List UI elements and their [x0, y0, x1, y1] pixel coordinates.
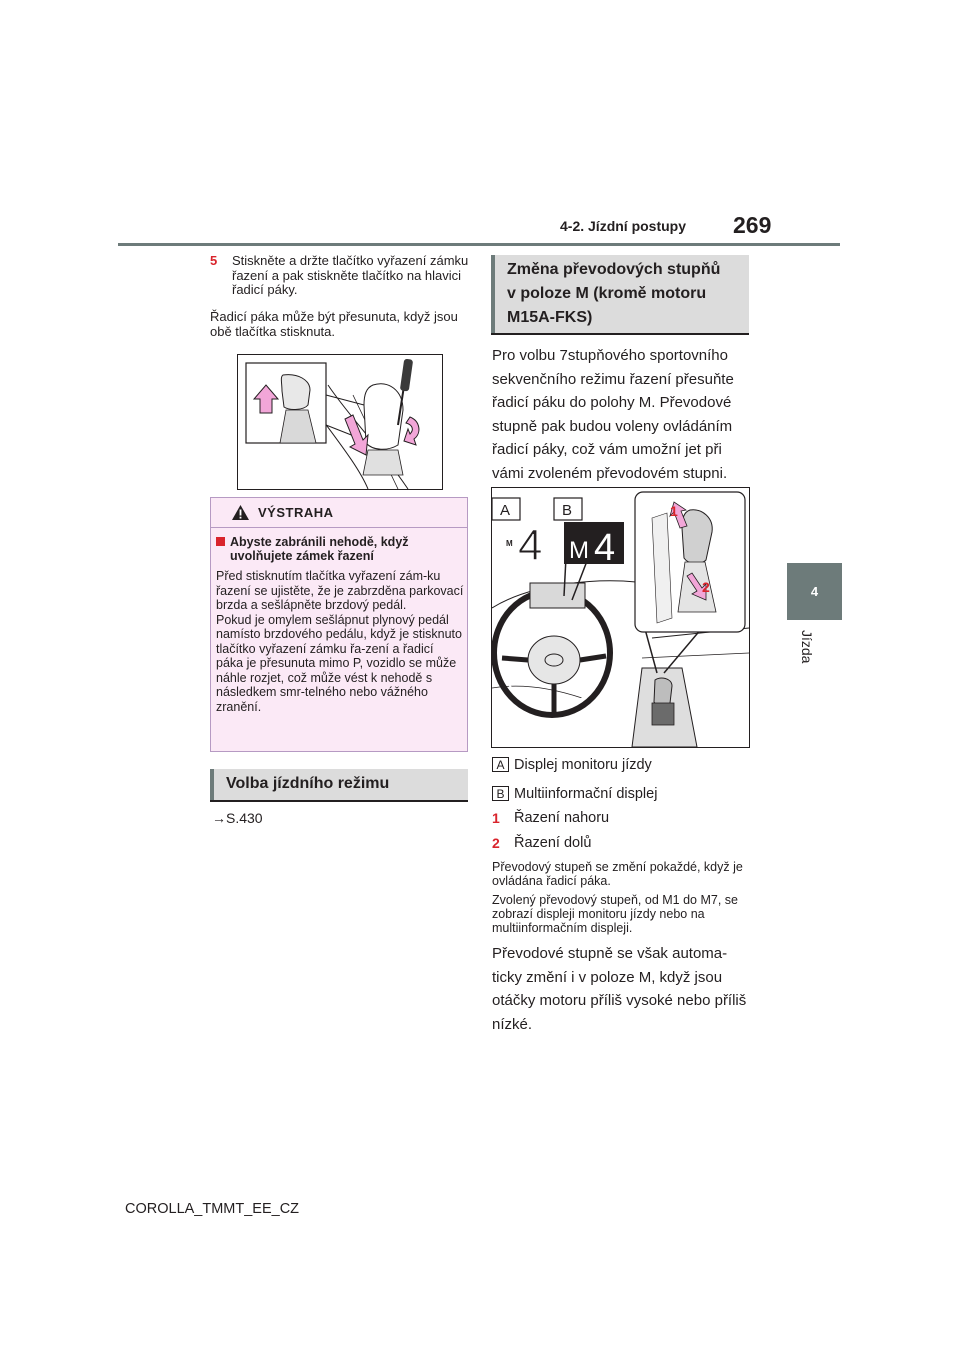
legend-item-a — [492, 757, 752, 775]
shift-lever-figure — [237, 354, 443, 490]
figure-label-b: B — [562, 502, 573, 519]
closing-paragraph: Převodové stupně se však automa-ticky změní i v poloze M, když jsou otáčky motoru příliš vysoké nebo příliš nízké. — [492, 945, 747, 1033]
warning-title: VÝSTRAHA — [258, 505, 334, 520]
header-section-title: 4-2. Jízdní postupy — [560, 218, 687, 234]
warning-triangle-icon — [231, 504, 250, 521]
list-item-shift-down — [492, 835, 752, 853]
warning-body: Před stisknutím tlačítka vyřazení zám-ku řazení se ujistěte, že je zabrzděna parkovací brzda a sešlápněte brzdový pedál. Pokud je omylem sešlápnut plynový pedál namísto brzdového pedálu, když je stisknuto tlačítko vyřazení zámku řa-zení a řadicí páka je přesunuta mimo P, vozidlo se může náhle rozjet, což může vést k nehodě s následkem smr-telného nebo vážného zranění. — [216, 569, 464, 714]
intro-paragraph: Pro volbu 7stupňového sportovního sekvenčního režimu řazení přesuňte řadicí páku do polohy M. Převodové stupně pak budou voleny ovládáním řadicí páky, což vám umožní jet při vámi zvoleném převodovém stupni. — [492, 347, 734, 482]
legend-item-b — [492, 786, 752, 804]
figure-label-a: A — [500, 502, 511, 519]
heading-line-3: M15A-FKS) — [507, 309, 593, 326]
heading-bar — [491, 255, 495, 333]
warning-box — [210, 497, 468, 752]
item-number: 1 — [492, 810, 500, 826]
warning-subtitle-text: Abyste zabránili nehodě, když uvolňujete zámek řazení — [230, 535, 409, 563]
section-heading-lines — [507, 258, 720, 330]
step-number: 5 — [210, 253, 218, 268]
warning-header — [211, 498, 467, 528]
page-number: 269 — [733, 212, 772, 238]
page-reference: →S.430 — [212, 810, 263, 826]
item-number: 2 — [492, 835, 500, 851]
step-text: Stiskněte a držte tlačítko vyřazení zámku řazení a pak stiskněte tlačítko na hlavici řadicí páky. — [232, 253, 469, 297]
heading-line-1: Změna převodových stupňů — [507, 261, 721, 278]
chapter-label — [793, 630, 833, 690]
heading-line-2: v poloze M (kromě motoru — [507, 285, 707, 302]
cockpit-illustration — [492, 488, 749, 747]
callout-2: 2 — [702, 579, 710, 595]
legend-text-b: Multiinformační displej — [514, 786, 658, 802]
legend-key-a: A — [492, 757, 509, 772]
cockpit-figure — [491, 487, 750, 748]
footer-doc-code: COROLLA_TMMT_EE_CZ — [125, 1201, 300, 1217]
item-text: Řazení nahoru — [514, 810, 610, 826]
legend-text-a: Displej monitoru jízdy — [514, 757, 652, 773]
square-bullet-icon — [216, 537, 225, 546]
display-a-gear: 4 — [518, 521, 543, 570]
shift-lever-illustration — [238, 355, 442, 489]
display-b-gear: 4 — [594, 527, 616, 569]
note-gear-change: Převodový stupeň se změní pokaždé, když je ovládána řadicí páka. — [492, 860, 743, 888]
section-heading-drive-mode — [210, 769, 468, 802]
legend-key-b: B — [492, 786, 509, 801]
section-heading-m-mode — [491, 255, 749, 335]
display-b-mode: M — [569, 537, 589, 564]
list-item-shift-up — [492, 810, 752, 828]
section-heading-text: Volba jízdního režimu — [226, 775, 390, 792]
note-gear-display: Zvolený převodový stupeň, od M1 do M7, se zobrazí displeji monitoru jízdy nebo na multiinformačním displeji. — [492, 893, 738, 935]
callout-1: 1 — [670, 503, 678, 519]
header-rule — [118, 243, 840, 246]
chapter-tab: 4 — [787, 563, 842, 620]
chapter-label-text: Jízda — [799, 630, 815, 664]
heading-bar — [210, 769, 214, 800]
item-text: Řazení dolů — [514, 835, 592, 851]
step-note: Řadicí páka může být přesunuta, když jsou obě tlačítka stisknuta. — [210, 309, 458, 339]
display-a-mode: M — [506, 539, 513, 548]
